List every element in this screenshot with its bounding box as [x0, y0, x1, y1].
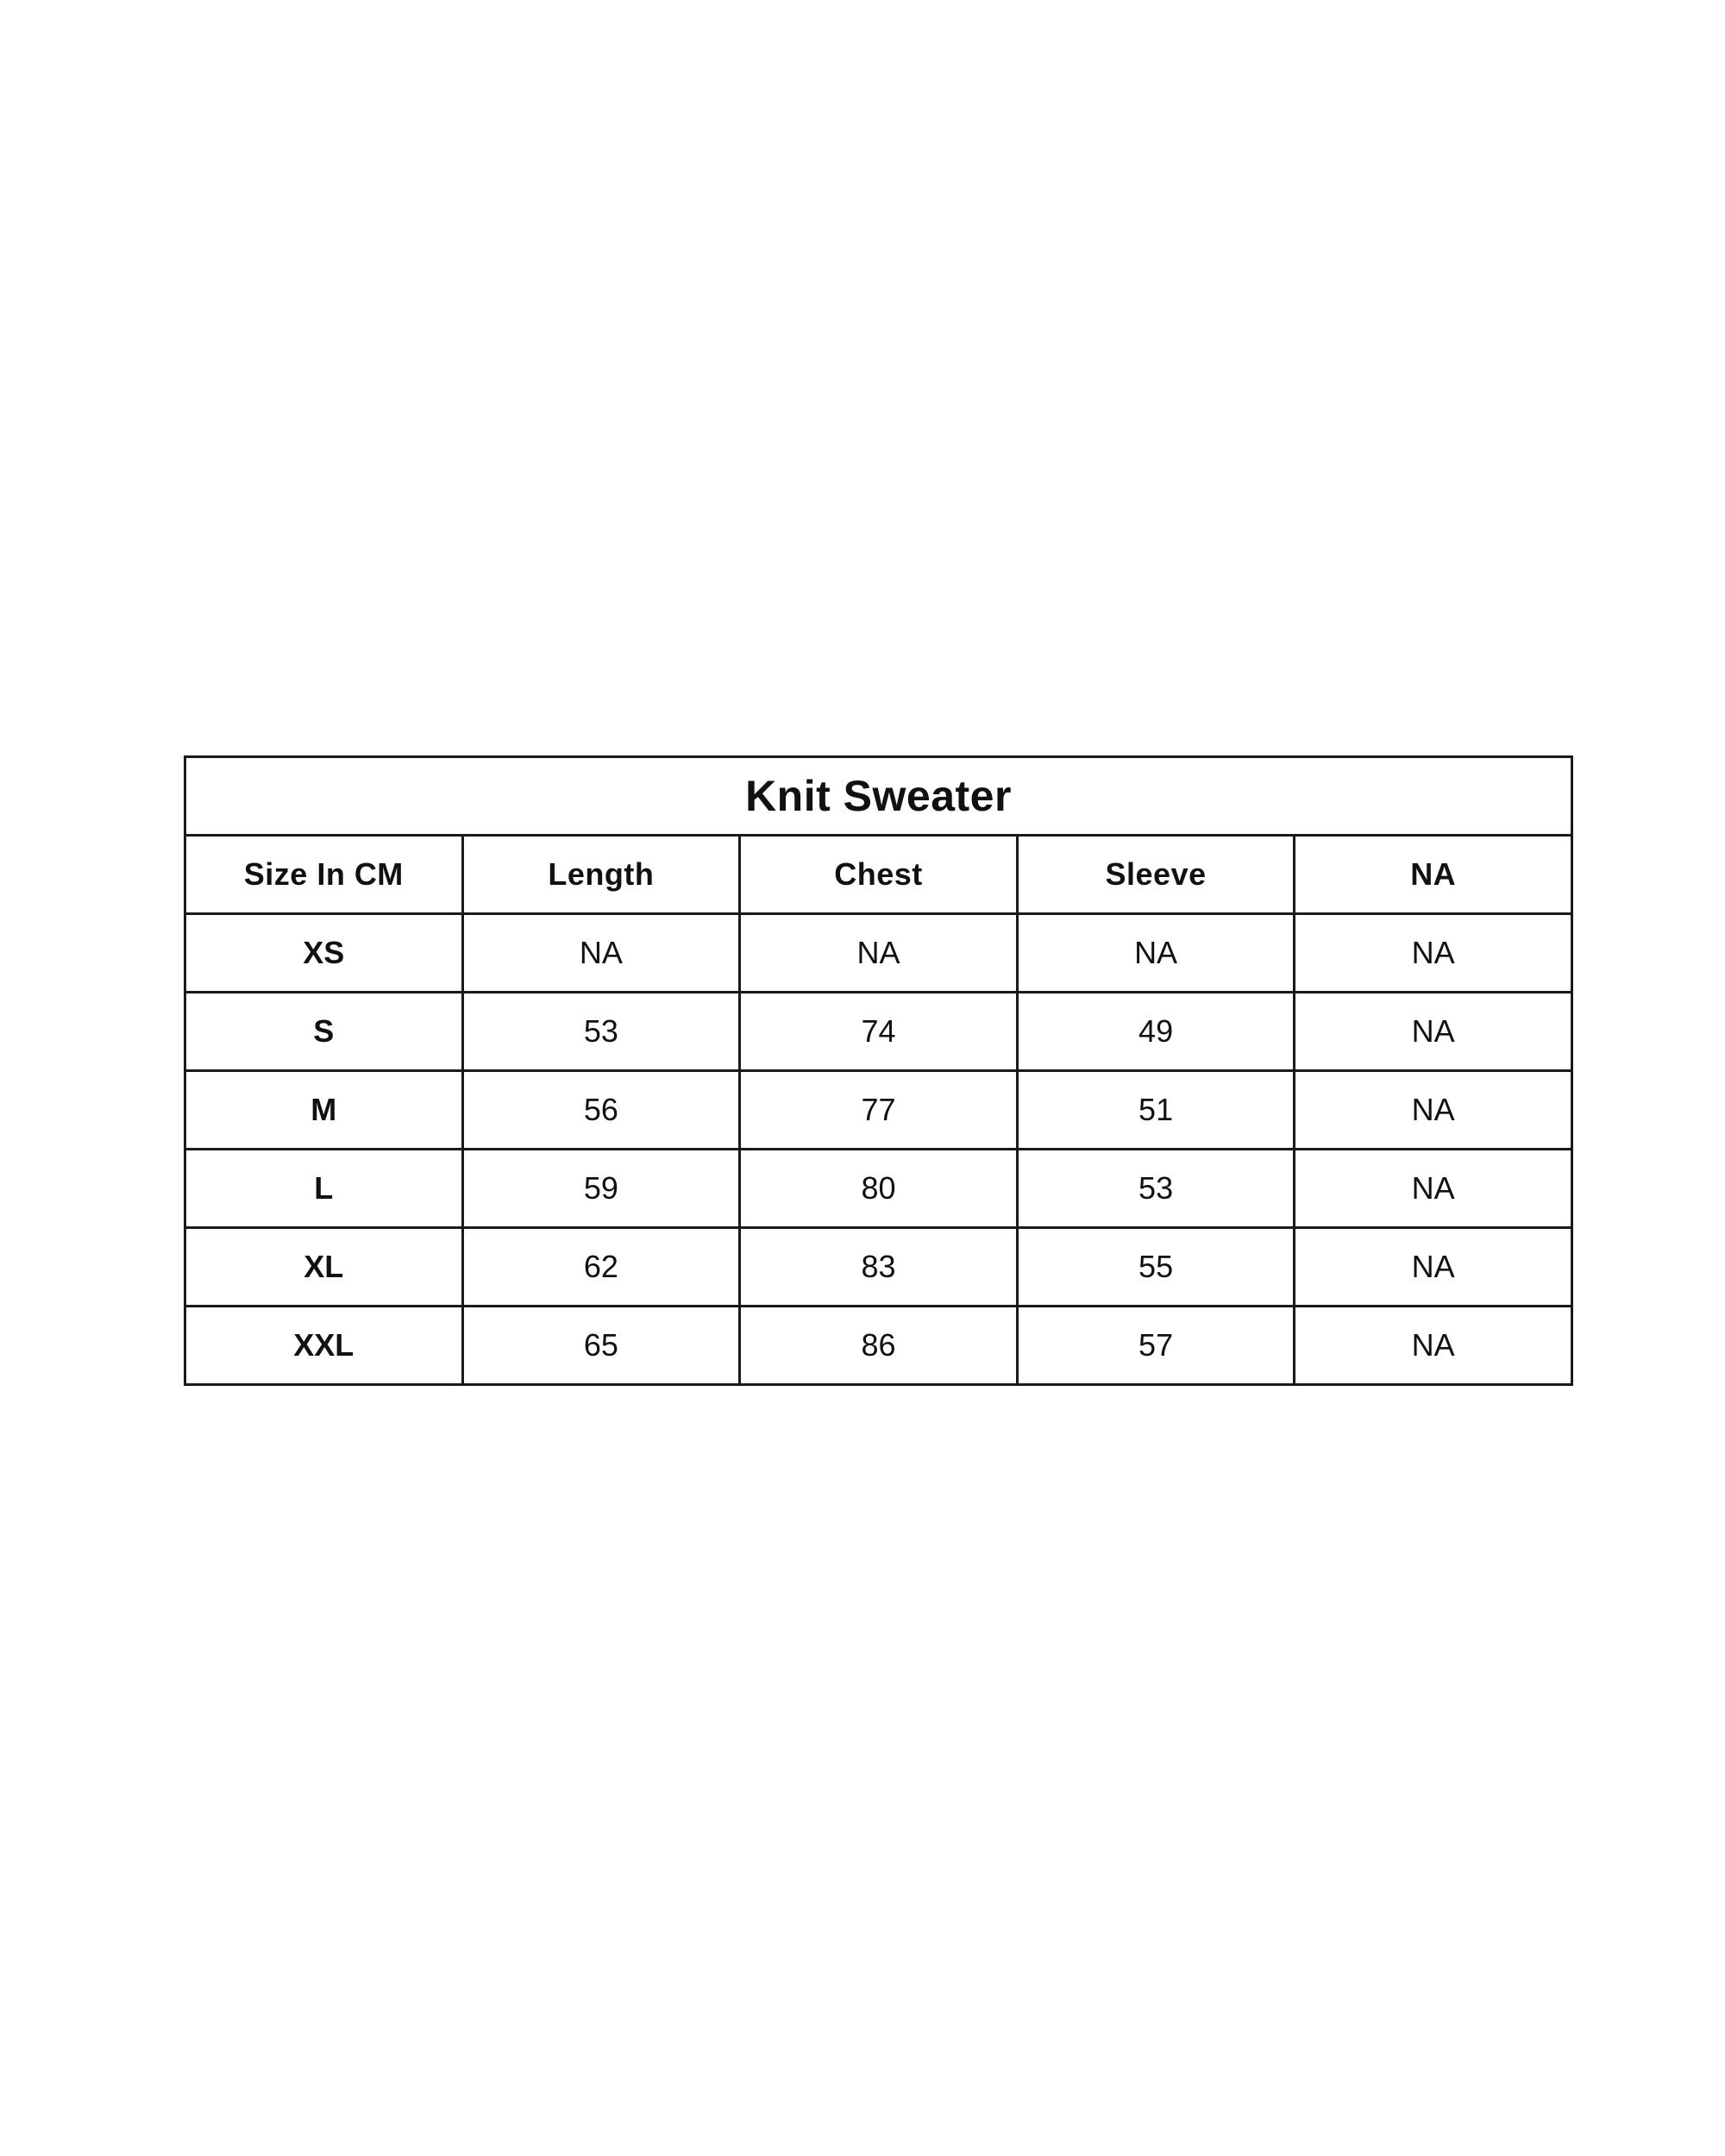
size-cell: S	[185, 993, 463, 1071]
length-cell: 65	[462, 1307, 740, 1385]
size-cell: XS	[185, 914, 463, 993]
chest-cell: 83	[740, 1228, 1018, 1307]
header-row	[185, 836, 1572, 914]
chest-cell: NA	[740, 914, 1018, 993]
sleeve-cell: 55	[1017, 1228, 1295, 1307]
sleeve-cell: 51	[1017, 1071, 1295, 1150]
table-row	[185, 914, 1572, 993]
table-title: Knit Sweater	[185, 757, 1572, 836]
na-cell: NA	[1295, 1071, 1572, 1150]
sleeve-cell: 53	[1017, 1150, 1295, 1228]
size-chart-table	[184, 755, 1573, 1386]
na-cell: NA	[1295, 1307, 1572, 1385]
na-cell: NA	[1295, 993, 1572, 1071]
chest-cell: 74	[740, 993, 1018, 1071]
size-cell: XXL	[185, 1307, 463, 1385]
length-cell: 59	[462, 1150, 740, 1228]
size-cell: XL	[185, 1228, 463, 1307]
chest-cell: 86	[740, 1307, 1018, 1385]
header-size: Size In CM	[185, 836, 463, 914]
table-row	[185, 1071, 1572, 1150]
chest-cell: 77	[740, 1071, 1018, 1150]
sleeve-cell: NA	[1017, 914, 1295, 993]
length-cell: NA	[462, 914, 740, 993]
header-length: Length	[462, 836, 740, 914]
size-cell: L	[185, 1150, 463, 1228]
title-row	[185, 757, 1572, 836]
length-cell: 62	[462, 1228, 740, 1307]
na-cell: NA	[1295, 914, 1572, 993]
table-row	[185, 1228, 1572, 1307]
chest-cell: 80	[740, 1150, 1018, 1228]
sleeve-cell: 57	[1017, 1307, 1295, 1385]
na-cell: NA	[1295, 1228, 1572, 1307]
table-row	[185, 1150, 1572, 1228]
na-cell: NA	[1295, 1150, 1572, 1228]
header-sleeve: Sleeve	[1017, 836, 1295, 914]
length-cell: 56	[462, 1071, 740, 1150]
length-cell: 53	[462, 993, 740, 1071]
table-row	[185, 1307, 1572, 1385]
header-chest: Chest	[740, 836, 1018, 914]
table-row	[185, 993, 1572, 1071]
size-cell: M	[185, 1071, 463, 1150]
header-na: NA	[1295, 836, 1572, 914]
sleeve-cell: 49	[1017, 993, 1295, 1071]
